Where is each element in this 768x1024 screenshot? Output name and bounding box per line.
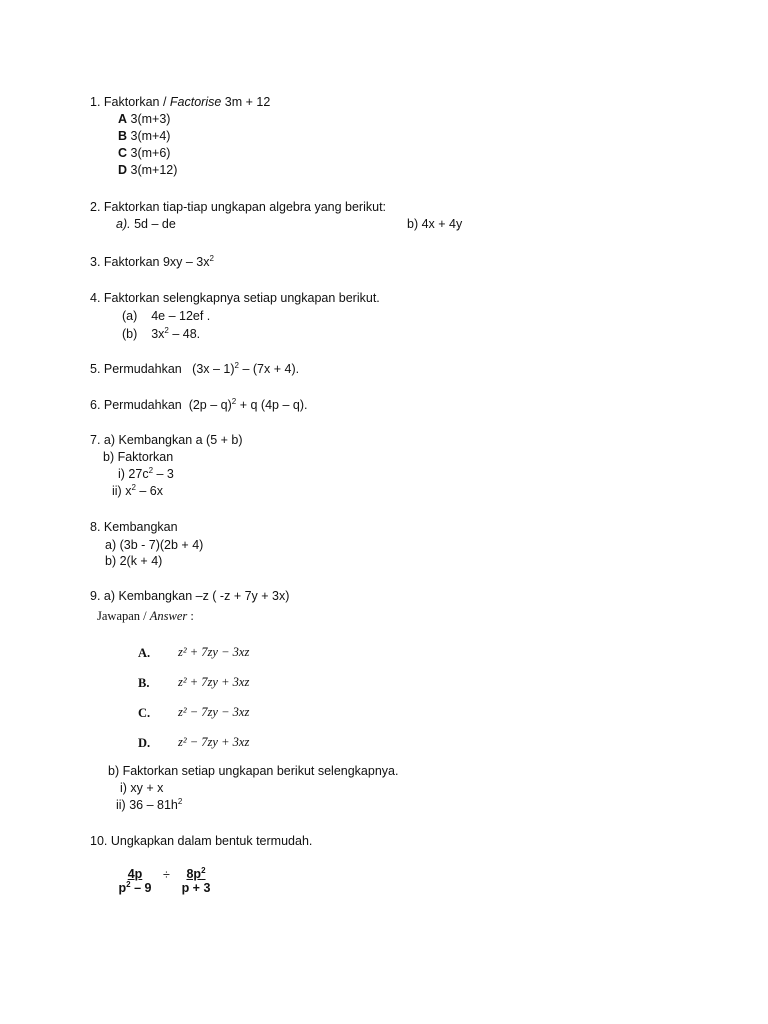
q1-option-d: D 3(m+12) (118, 163, 178, 177)
q2-part-b: b) 4x + 4y (407, 217, 463, 231)
q10-numerator-1: 4p (127, 867, 143, 881)
q9-b-label: b) Faktorkan setiap ungkapan berikut selengkapnya. (108, 764, 399, 778)
q7-b-label: b) Faktorkan (103, 450, 174, 464)
q1-option-a: A 3(m+3) (118, 112, 171, 126)
q9-option-a-expr: z² + 7zy − 3xz (178, 645, 250, 659)
question-6: 6. Permudahkan (2p – q)$^2$ + q (4p – q). (90, 396, 308, 412)
q9-option-b-expr: z² + 7zy + 3xz (178, 675, 250, 689)
q9-option-c-expr: z² − 7zy − 3xz (178, 705, 250, 719)
q4-part-a: (a) 4e – 12ef . (122, 309, 211, 323)
q1-expr: 3m + 12 (221, 95, 271, 109)
q1-option-c: C 3(m+6) (118, 146, 171, 160)
q10-fraction-2 (176, 867, 216, 895)
q10-divide-sign: ÷ (163, 868, 170, 882)
q2-part-a: a). 5d – de (116, 217, 176, 231)
q8-part-b: b) 2(k + 4) (105, 554, 163, 568)
q10-fraction-1 (112, 867, 158, 895)
q9-option-a-letter: A. (138, 646, 151, 660)
q4-label: 4. Faktorkan selengkapnya setiap ungkapan berikut. (90, 291, 380, 305)
q1-label: 1. Faktorkan / (90, 95, 170, 109)
q9-b-ii: ii) $36 - 81h^2$ (116, 796, 183, 812)
question-5: 5. Permudahkan (3x – 1)$^2$ – (7x + 4). (90, 360, 300, 376)
q7-b-ii: ii) $x^2 - 6x$ (112, 482, 164, 498)
q8-part-a: a) (3b - 7)(2b + 4) (105, 538, 204, 552)
q9-option-b-letter: B. (138, 676, 150, 690)
q9-label: 9. a) Kembangkan –z ( -z + 7y + 3x) (90, 589, 290, 603)
q7-b-i: i) $27c^2 - 3$ (118, 465, 174, 481)
q1-label-en: Factorise (169, 95, 222, 109)
q8-label: 8. Kembangkan (90, 520, 178, 534)
question-3: 3. Faktorkan $9xy - 3x^2$ (90, 253, 214, 269)
q9-option-d-letter: D. (138, 736, 151, 750)
q10-denominator-2: p + 3 (181, 881, 211, 895)
q10-denominator-1: $p^2 - 9$ (118, 879, 152, 895)
q9-option-d-expr: z² − 7zy + 3xz (178, 735, 250, 749)
q7-label: 7. a) Kembangkan a (5 + b) (90, 433, 243, 447)
q10-label: 10. Ungkapkan dalam bentuk termudah. (90, 834, 313, 848)
q9-b-i: i) xy + x (120, 781, 164, 795)
question-1 (90, 94, 270, 110)
q10-numerator-2: $8p^2$ (186, 865, 206, 881)
q9-answer-label: Jawapan / Answer : (97, 609, 194, 623)
q9-option-c-letter: C. (138, 706, 151, 720)
q2-label: 2. Faktorkan tiap-tiap ungkapan algebra yang berikut: (90, 200, 387, 214)
q1-option-b: B 3(m+4) (118, 129, 171, 143)
q4-part-b: (b) $3x^2 - 48$. (122, 325, 201, 341)
